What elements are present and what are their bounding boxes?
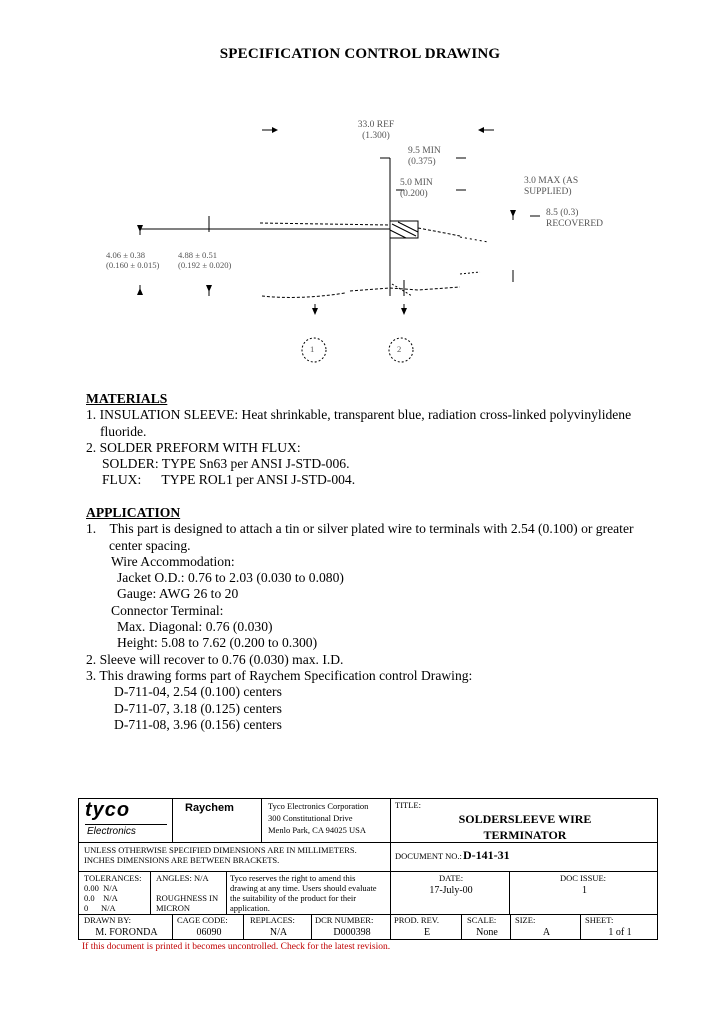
sheet: 1 of 1	[608, 927, 632, 938]
drawing-ref-08: D-711-08, 3.96 (0.156) centers	[114, 716, 282, 732]
jacket-od: Jacket O.D.: 0.76 to 2.03 (0.030 to 0.080)	[117, 570, 344, 586]
company-name: Tyco Electronics Corporation	[268, 801, 369, 811]
materials-flux: FLUX: TYPE ROL1 per ANSI J-STD-004.	[102, 472, 356, 488]
drawing-ref-04: D-711-04, 2.54 (0.100) centers	[114, 684, 282, 700]
sleeve-edge	[418, 228, 460, 236]
dimension-label-recovered: 8.5 (0.3) RECOVERED	[546, 208, 603, 229]
dcr-number: D000398	[333, 927, 371, 938]
dcr-number-label: DCR NUMBER:	[315, 915, 374, 925]
application-item-2: 2. Sleeve will recover to 0.76 (0.030) max. I.D.	[86, 651, 344, 667]
page-title: SPECIFICATION CONTROL DRAWING	[219, 46, 501, 62]
gauge: Gauge: AWG 26 to 20	[117, 586, 239, 602]
drawn-by: M. FORONDA	[95, 927, 158, 938]
tyco-logo: tyco	[85, 799, 131, 821]
drawing-ref-07: D-711-07, 3.18 (0.125) centers	[114, 700, 282, 716]
title-label: TITLE:	[395, 800, 421, 810]
prod-rev: E	[423, 927, 431, 938]
prod-rev-label: PROD. REV.	[394, 915, 439, 925]
disclaimer-4: application.	[230, 903, 270, 913]
roughness-2: MICRON	[156, 903, 191, 913]
size: A	[542, 927, 551, 938]
connector-terminal: Connector Terminal:	[111, 602, 224, 618]
disclaimer-1: Tyco reserves the right to amend this	[230, 873, 356, 883]
application-item-3: 3. This drawing forms part of Raychem Specification control Drawing:	[86, 667, 473, 683]
replaces-cell	[243, 914, 312, 940]
height: Height: 5.08 to 7.62 (0.200 to 0.300)	[117, 635, 318, 651]
replaces-label: REPLACES:	[250, 915, 295, 925]
company-cell	[261, 798, 391, 843]
dimension-label-left-2: 4.88 ± 0.51 (0.192 ± 0.020)	[178, 250, 232, 270]
drawn-by-label: DRAWN BY:	[84, 915, 131, 925]
title-line-1: SOLDERSLEEVE WIRE	[458, 812, 592, 826]
tolerances-label: TOLERANCES:	[84, 873, 142, 883]
materials-item-1: 1. INSULATION SLEEVE: Heat shrinkable, transparent blue, radiation cross-linked polyvinylidene	[86, 407, 632, 423]
disclaimer-2: drawing at any time. Users should evaluate	[230, 883, 377, 893]
tolerances-cell	[78, 871, 151, 915]
units-note-1: UNLESS OTHERWISE SPECIFIED DIMENSIONS ARE IN MILLIMETERS.	[84, 845, 357, 855]
application-item-1-cont: center spacing.	[109, 537, 191, 553]
replaces: N/A	[269, 927, 288, 938]
units-note-2: INCHES DIMENSIONS ARE BETWEEN BRACKETS.	[84, 855, 280, 865]
title-cell	[390, 798, 658, 843]
raychem-logo: Raychem	[185, 802, 234, 814]
application-section	[86, 505, 646, 733]
materials-section	[86, 391, 646, 489]
units-cell	[78, 842, 391, 872]
document-number-cell	[390, 842, 658, 872]
date: 17-July-00	[429, 885, 473, 896]
technical-drawing	[0, 110, 720, 380]
tolerance-1: 0.00 N/A	[84, 883, 118, 893]
raychem-logo-cell	[172, 798, 262, 843]
scale-label: SCALE:	[467, 915, 497, 925]
application-item-1: 1. This part is designed to attach a tin or silver plated wire to terminals with 2.54 (0.100) or greater	[86, 521, 634, 537]
size-label: SIZE:	[515, 915, 536, 925]
tyco-logo-cell	[78, 798, 173, 843]
angles: ANGLES: N/A	[156, 873, 209, 883]
doc-issue-label: DOC ISSUE:	[560, 873, 607, 883]
materials-solder: SOLDER: TYPE Sn63 per ANSI J-STD-006.	[102, 456, 350, 472]
sleeve-edge	[262, 293, 345, 297]
tolerance-3: 0 N/A	[84, 903, 116, 913]
disclaimer-3: the suitability of the product for their	[230, 893, 357, 903]
balloon-label-1: 1	[310, 344, 315, 354]
dimension-label-preform: 5.0 MIN (0.200)	[400, 178, 433, 199]
dimension-label-left-1: 4.06 ± 0.38 (0.160 ± 0.015)	[106, 250, 160, 270]
max-diagonal: Max. Diagonal: 0.76 (0.030)	[117, 619, 273, 635]
title-line-2: TERMINATOR	[483, 828, 567, 842]
angles-cell	[150, 871, 227, 915]
company-address: 300 Constitutional Drive	[268, 813, 353, 823]
sheet-label: SHEET:	[585, 915, 614, 925]
prod-rev-cell	[390, 914, 462, 940]
uncontrolled-warning: If this document is printed it becomes uncontrolled. Check for the latest revision.	[82, 942, 391, 952]
scale-cell	[461, 914, 511, 940]
drawn-by-cell	[78, 914, 173, 940]
size-cell	[510, 914, 581, 940]
date-cell	[390, 871, 510, 915]
document-number-label: DOCUMENT NO.:	[395, 851, 462, 861]
wire-accommodation: Wire Accommodation:	[111, 553, 235, 569]
doc-issue: 1	[582, 885, 587, 896]
scale: None	[476, 927, 498, 938]
cage-code-cell	[172, 914, 244, 940]
document-number: D-141-31	[463, 848, 510, 862]
cage-code: 06090	[196, 927, 222, 938]
electronics-logo: Electronics	[87, 826, 136, 837]
materials-item-1-cont: fluoride.	[100, 423, 147, 439]
application-heading: APPLICATION	[86, 505, 181, 520]
dimension-label-overall: 33.0 REF (1.300)	[357, 120, 395, 141]
doc-issue-cell	[509, 871, 658, 915]
dimension-label-min-length: 9.5 MIN (0.375)	[408, 146, 441, 167]
disclaimer-cell	[226, 871, 391, 915]
tolerance-2: 0.0 N/A	[84, 893, 118, 903]
roughness-1: ROUGHNESS IN	[156, 893, 219, 903]
sheet-cell	[580, 914, 658, 940]
materials-item-2: 2. SOLDER PREFORM WITH FLUX:	[86, 439, 301, 455]
balloon-label-2: 2	[397, 344, 402, 354]
sleeve-edge	[260, 223, 390, 225]
cage-code-label: CAGE CODE:	[177, 915, 228, 925]
date-label: DATE:	[439, 873, 464, 883]
materials-heading: MATERIALS	[86, 391, 168, 406]
dcr-number-cell	[311, 914, 391, 940]
company-city: Menlo Park, CA 94025 USA	[268, 825, 366, 835]
dimension-label-as-supplied: 3.0 MAX (AS SUPPLIED)	[524, 176, 579, 197]
